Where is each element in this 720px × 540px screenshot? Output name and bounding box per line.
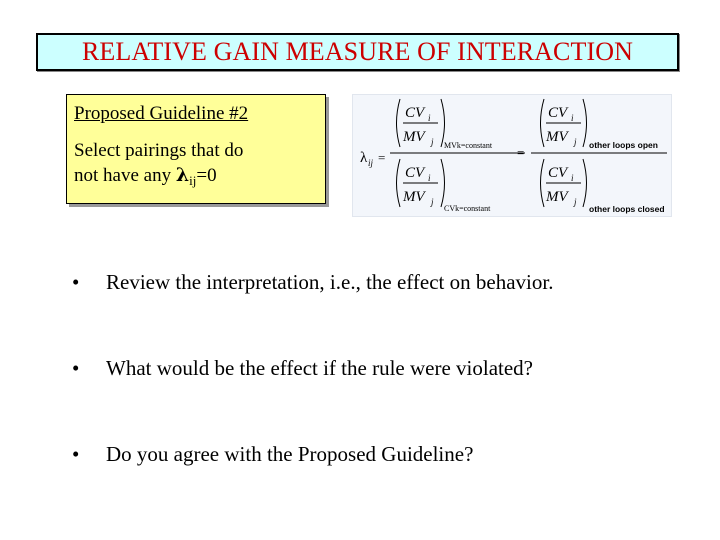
guideline-box — [66, 94, 326, 204]
bl-mv-sub: j — [431, 197, 434, 207]
paren-tl-left — [397, 99, 401, 147]
bl-cv: CV — [405, 165, 425, 181]
tl-mv-sub: j — [431, 137, 434, 147]
br-cv-sub: i — [571, 173, 574, 183]
bullet-dot: • — [72, 270, 80, 294]
bullet-text: What would be the effect if the rule were violated? — [106, 356, 534, 380]
br-mv-sub: j — [574, 197, 577, 207]
lambda-symbol: λ — [175, 164, 190, 186]
paren-br-right — [583, 159, 587, 207]
formula-graphic — [353, 95, 673, 218]
bullet-dot: • — [72, 442, 80, 466]
bullet-item — [72, 356, 533, 381]
br-cv: CV — [548, 165, 568, 181]
bullet-text: Do you agree with the Proposed Guideline? — [106, 442, 474, 466]
guideline-line2-suffix: =0 — [196, 165, 217, 186]
bullet-item — [72, 270, 553, 295]
formula-equals-1: = — [378, 150, 386, 165]
tr-condition: other loops open — [589, 140, 658, 150]
guideline-line1: Select pairings that do — [74, 140, 244, 161]
paren-tl-right — [441, 99, 445, 147]
bl-condition: CVk=constant — [444, 204, 491, 213]
paren-bl-right — [441, 159, 445, 207]
bullet-text: Review the interpretation, i.e., the effect on behavior. — [106, 270, 554, 294]
paren-bl-left — [397, 159, 401, 207]
guideline-title: Proposed Guideline #2 — [74, 103, 249, 124]
tr-cv-sub: i — [571, 113, 574, 123]
tl-cv-sub: i — [428, 113, 431, 123]
br-mv: MV — [546, 189, 568, 205]
tl-mv: MV — [403, 129, 425, 145]
br-condition: other loops closed — [589, 204, 665, 214]
slide-title: RELATIVE GAIN MEASURE OF INTERACTION — [81, 37, 633, 66]
formula-equals-2: = — [517, 145, 525, 160]
tr-mv: MV — [546, 129, 568, 145]
formula-lambda: λ — [360, 150, 368, 166]
formula-lambda-sub: ij — [368, 158, 374, 168]
bullet-item — [72, 442, 473, 467]
tr-mv-sub: j — [574, 137, 577, 147]
bl-mv: MV — [403, 189, 425, 205]
paren-tr-left — [541, 99, 545, 147]
paren-br-left — [541, 159, 545, 207]
tr-cv: CV — [548, 105, 568, 121]
guideline-line2 — [74, 163, 325, 193]
tl-cv: CV — [405, 105, 425, 121]
title-box — [36, 33, 679, 71]
bl-cv-sub: i — [428, 173, 431, 183]
relative-gain-formula — [352, 94, 672, 217]
tl-condition: MVk=constant — [444, 141, 493, 150]
paren-tr-right — [583, 99, 587, 147]
lambda-subscript: ij — [189, 173, 197, 188]
guideline-line2-prefix: not have any — [74, 165, 176, 186]
bullet-dot: • — [72, 356, 80, 380]
